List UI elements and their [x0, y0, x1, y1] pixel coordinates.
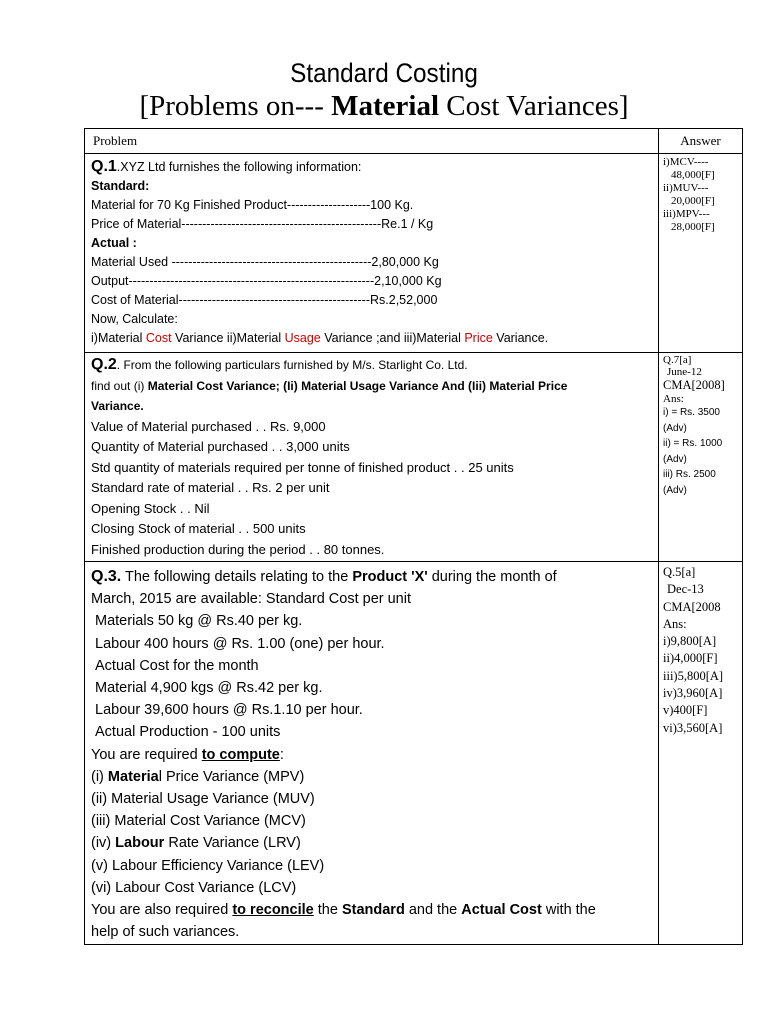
q1-calculate-line: i)Material Cost Variance ii)Material Usage Variance ;and iii)Material Price Variance. [91, 331, 549, 345]
header-problem: Problem [85, 129, 659, 154]
page-title: Standard Costing [290, 58, 478, 88]
q1-problem: Q.1.XYZ Ltd furnishes the following information: Standard: Material for 70 Kg Finished Product--------------------100 Kg. Price of Material------------------------------------------------Re.1 / Kg Actual : Material Used ------------------------------------------------2,80,000 Kg Output-----------------------------------------------------------2,10,000 Kg Cost of Material----------------------------------------------Rs.2,52,000 Now, Calculate: i)Material Cost Variance ii)Material Usage Variance ;and iii)Material Price Variance. [85, 154, 659, 353]
problems-table [84, 128, 743, 945]
table-header-row [85, 129, 743, 154]
q2-problem: Q.2. From the following particulars furnished by M/s. Starlight Co. Ltd. find out (i) Material Cost Variance; (Ii) Material Usage Variance And (Iii) Material Price Variance. Value of Material purchased . . Rs. 9,000 Quantity of Material purchased . . 3,000 units Std quantity of materials required per tonne of finished product . . 25 units Standard rate of material . . Rs. 2 per unit Opening Stock . . Nil Closing Stock of material . . 500 units Finished production during the period . . 80 tonnes. [85, 353, 659, 562]
q2-answer: Q.7[a] June-12 CMA[2008] Ans: i) = Rs. 3500 (Adv) ii) = Rs. 1000 (Adv) iii) Rs. 2500 (Adv) [659, 353, 743, 562]
page-subtitle: [Problems on--- Material Cost Variances] [139, 90, 629, 122]
q1-answer: i)MCV---- 48,000[F] ii)MUV--- 20,000[F] iii)MPV--- 28,000[F] [659, 154, 743, 353]
table-row [85, 562, 743, 945]
q3-answer: Q.5[a] Dec-13 CMA[2008 Ans: i)9,800[A] ii)4,000[F] iii)5,800[A] iv)3,960[A] v)400[F] vi)3,560[A] [659, 562, 743, 945]
table-row [85, 154, 743, 353]
q3-problem: Q.3. The following details relating to the Product 'X' during the month of March, 2015 are available: Standard Cost per unit Materials 50 kg @ Rs.40 per kg. Labour 400 hours @ Rs. 1.00 (one) per hour. Actual Cost for the month Material 4,900 kgs @ Rs.42 per kg. Labour 39,600 hours @ Rs.1.10 per hour. Actual Production - 100 units You are required to compute: (i) Material Price Variance (MPV) (ii) Material Usage Variance (MUV) (iii) Material Cost Variance (MCV) (iv) Labour Rate Variance (LRV) (v) Labour Efficiency Variance (LEV) (vi) Labour Cost Variance (LCV) You are also required to reconcile the Standard and the Actual Cost with the help of such variances. [85, 562, 659, 945]
table-row [85, 353, 743, 562]
header-answer: Answer [659, 129, 743, 154]
q2-number: Q.2 [91, 356, 117, 373]
q3-number: Q.3. [91, 568, 122, 585]
q1-number: Q.1 [91, 158, 117, 175]
